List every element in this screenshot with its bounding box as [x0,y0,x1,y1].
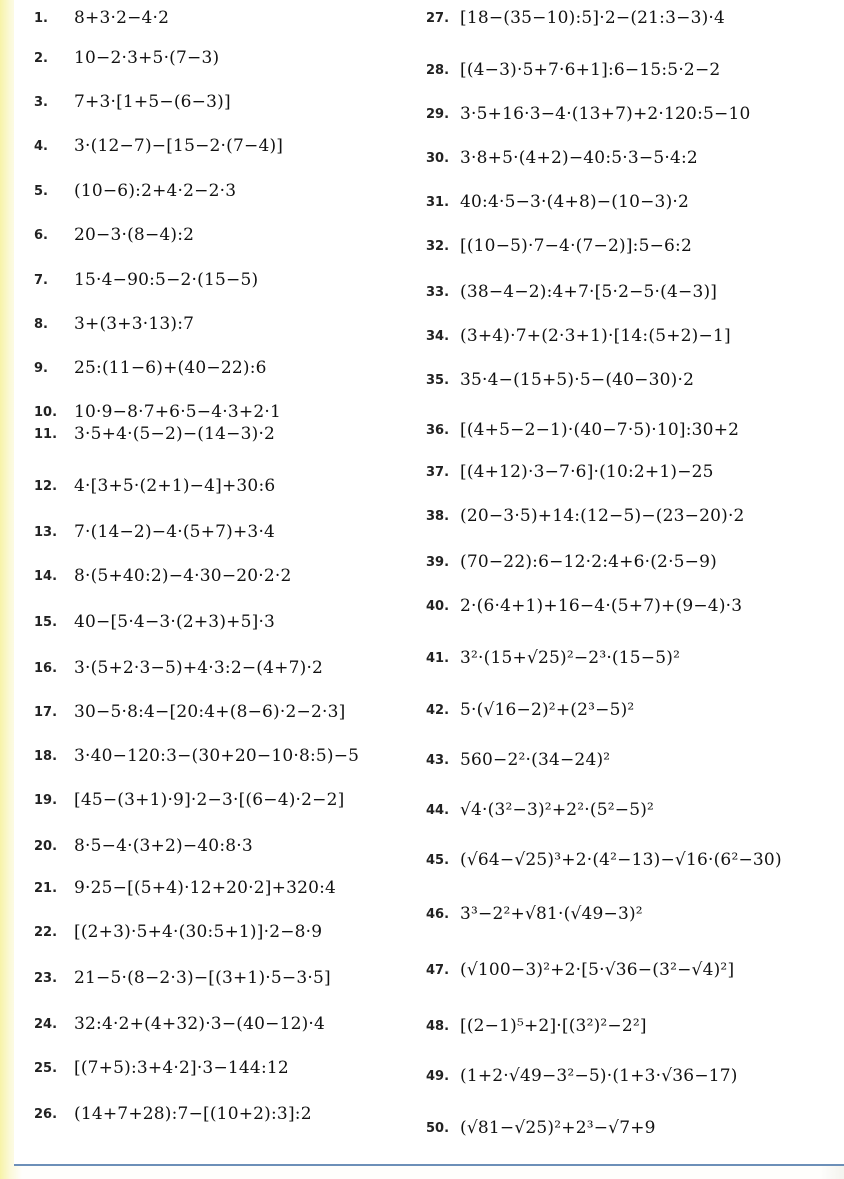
exercise-expression: 4·[3+5·(2+1)−4]+30:6 [74,476,276,496]
exercise-item [14,784,344,816]
exercise-number: 17. [34,704,58,720]
exercise-number: 49. [426,1068,450,1084]
exercise-number: 20. [34,838,58,854]
exercise-number: 32. [426,238,450,254]
exercise-number: 39. [426,554,450,570]
exercise-number: 10. [34,404,58,420]
exercise-number: 42. [426,702,450,718]
exercise-number: 35. [426,372,450,388]
exercise-item [14,1008,325,1040]
exercise-item [426,694,634,726]
exercise-item [426,1112,656,1144]
exercise-expression: 3·40−120:3−(30+20−10·8:5)−5 [74,746,360,766]
exercise-item [426,230,692,262]
exercise-number: 24. [34,1016,58,1032]
exercise-item [14,130,283,162]
exercise-expression: 3·(5+2·3−5)+4·3:2−(4+7)·2 [74,658,324,678]
exercise-expression: 7·(14−2)−4·(5+7)+3·4 [74,522,276,542]
exercise-item [426,320,731,352]
exercise-item [14,418,275,450]
exercise-number: 21. [34,880,58,896]
exercise-item [14,219,194,251]
exercise-number: 44. [426,802,450,818]
exercise-number: 8. [34,316,48,332]
exercise-expression: 5·(√16−2)²+(2³−5)² [460,700,635,720]
exercise-number: 45. [426,852,450,868]
exercise-expression: (14+7+28):7−[(10+2):3]:2 [74,1104,312,1124]
exercise-number: 27. [426,10,450,26]
exercise-item [426,744,610,776]
exercise-item [426,54,720,86]
exercise-item [14,2,169,34]
exercise-expression: [45−(3+1)·9]·2−3·[(6−4)·2−2] [74,790,345,810]
exercise-expression: 40:4·5−3·(4+8)−(10−3)·2 [460,192,690,212]
exercise-number: 43. [426,752,450,768]
exercise-item [426,456,714,488]
exercise-expression: √4·(3²−3)²+2²·(5²−5)² [460,800,655,820]
exercise-item [14,560,292,592]
exercise-number: 29. [426,106,450,122]
exercise-expression: [(4−3)·5+7·6+1]:6−15:5·2−2 [460,60,721,80]
exercise-expression: [18−(35−10):5]·2−(21:3−3)·4 [460,8,726,28]
exercise-item [426,276,717,308]
exercise-expression: 3·5+4·(5−2)−(14−3)·2 [74,424,276,444]
exercise-item [14,86,231,118]
exercise-item [426,186,689,218]
exercise-number: 6. [34,227,48,243]
exercise-expression: (√64−√25)³+2·(4²−13)−√16·(6²−30) [460,850,782,870]
exercise-expression: 40−[5·4−3·(2+3)+5]·3 [74,612,276,632]
exercise-number: 47. [426,962,450,978]
exercise-expression: (1+2·√49−3²−5)·(1+3·√36−17) [460,1066,738,1086]
exercise-number: 34. [426,328,450,344]
exercise-number: 22. [34,924,58,940]
exercise-number: 26. [34,1106,58,1122]
exercise-item [14,1052,289,1084]
exercise-expression: 8+3·2−4·2 [74,8,170,28]
exercise-item [14,264,258,296]
exercise-number: 25. [34,1060,58,1076]
exercise-number: 50. [426,1120,450,1136]
exercise-item [14,1098,312,1130]
exercise-item [14,962,331,994]
exercise-item [426,794,654,826]
exercise-item [14,830,253,862]
exercise-item [14,916,322,948]
exercise-expression: 8·(5+40:2)−4·30−20·2·2 [74,566,292,586]
exercise-number: 40. [426,598,450,614]
exercise-expression: 3³−2²+√81·(√49−3)² [460,904,643,924]
exercise-item [426,844,782,876]
exercise-expression: (10−6):2+4·2−2·3 [74,181,237,201]
exercise-item [14,696,345,728]
exercise-expression: [(10−5)·7−4·(7−2)]:5−6:2 [460,236,692,256]
exercise-expression: 30−5·8:4−[20:4+(8−6)·2−2·3] [74,702,346,722]
exercise-expression: [(2−1)⁵+2]·[(3²)²−2²] [460,1016,647,1036]
exercise-expression: 3·5+16·3−4·(13+7)+2·120:5−10 [460,104,751,124]
exercise-expression: 32:4·2+(4+32)·3−(40−12)·4 [74,1014,326,1034]
exercise-item [426,546,717,578]
exercise-expression: 25:(11−6)+(40−22):6 [74,358,267,378]
exercise-expression: [(7+5):3+4·2]·3−144:12 [74,1058,289,1078]
exercise-number: 2. [34,50,48,66]
exercise-item [14,470,275,502]
exercise-expression: (70−22):6−12·2:4+6·(2·5−9) [460,552,717,572]
exercise-number: 41. [426,650,450,666]
exercise-expression: (√81−√25)²+2³−√7+9 [460,1118,656,1138]
exercise-number: 23. [34,970,58,986]
exercise-number: 28. [426,62,450,78]
exercise-number: 46. [426,906,450,922]
exercise-number: 33. [426,284,450,300]
exercise-number: 30. [426,150,450,166]
exercise-expression: 21−5·(8−2·3)−[(3+1)·5−3·5] [74,968,331,988]
exercise-item [426,142,698,174]
exercise-expression: [(4+12)·3−7·6]·(10:2+1)−25 [460,462,714,482]
exercise-number: 13. [34,524,58,540]
exercise-expression: 10·9−8·7+6·5−4·3+2·1 [74,402,281,422]
exercise-number: 37. [426,464,450,480]
exercise-item [426,364,694,396]
exercise-expression: 15·4−90:5−2·(15−5) [74,270,259,290]
exercise-item [14,42,219,74]
exercise-expression: (√100−3)²+2·[5·√36−(3²−√4)²] [460,960,735,980]
exercise-expression: 3·8+5·(4+2)−40:5·3−5·4:2 [460,148,698,168]
exercise-number: 18. [34,748,58,764]
exercise-number: 5. [34,183,48,199]
exercise-expression: 3+(3+3·13):7 [74,314,195,334]
exercise-number: 9. [34,360,48,376]
exercise-item [426,590,742,622]
exercise-item [14,516,275,548]
exercise-number: 19. [34,792,58,808]
exercise-expression: 35·4−(15+5)·5−(40−30)·2 [460,370,695,390]
exercise-number: 36. [426,422,450,438]
exercise-item [14,652,323,684]
exercise-expression: (3+4)·7+(2·3+1)·[14:(5+2)−1] [460,326,731,346]
exercise-expression: 7+3·[1+5−(6−3)] [74,92,231,112]
exercise-sheet [14,0,844,1166]
exercise-number: 7. [34,272,48,288]
exercise-number: 4. [34,138,48,154]
exercise-expression: 3²·(15+√25)²−2³·(15−5)² [460,648,681,668]
exercise-expression: 20−3·(8−4):2 [74,225,195,245]
exercise-number: 12. [34,478,58,494]
exercise-expression: 2·(6·4+1)+16−4·(5+7)+(9−4)·3 [460,596,743,616]
exercise-item [14,308,194,340]
exercise-item [14,352,267,384]
exercise-item [426,1060,738,1092]
exercise-item [426,898,643,930]
exercise-expression: 9·25−[(5+4)·12+20·2]+320:4 [74,878,337,898]
exercise-item [426,500,745,532]
exercise-expression: [(2+3)·5+4·(30:5+1)]·2−8·9 [74,922,323,942]
exercise-number: 16. [34,660,58,676]
exercise-item [14,175,236,207]
exercise-expression: (38−4−2):4+7·[5·2−5·(4−3)] [460,282,718,302]
exercise-expression: 10−2·3+5·(7−3) [74,48,220,68]
exercise-expression: (20−3·5)+14:(12−5)−(23−20)·2 [460,506,745,526]
exercise-expression: [(4+5−2−1)·(40−7·5)·10]:30+2 [460,420,740,440]
exercise-number: 31. [426,194,450,210]
exercise-number: 15. [34,614,58,630]
exercise-item [426,98,750,130]
exercise-item [14,740,359,772]
exercise-item [426,2,725,34]
exercise-item [14,872,336,904]
exercise-number: 1. [34,10,48,26]
exercise-number: 48. [426,1018,450,1034]
exercise-expression: 3·(12−7)−[15−2·(7−4)] [74,136,284,156]
exercise-number: 14. [34,568,58,584]
exercise-item [426,1010,647,1042]
exercise-number: 3. [34,94,48,110]
exercise-item [426,642,680,674]
exercise-expression: 560−2²·(34−24)² [460,750,611,770]
exercise-item [426,414,739,446]
exercise-expression: 8·5−4·(3+2)−40:8·3 [74,836,253,856]
exercise-number: 11. [34,426,58,442]
exercise-number: 38. [426,508,450,524]
exercise-item [14,606,275,638]
exercise-item [426,954,734,986]
